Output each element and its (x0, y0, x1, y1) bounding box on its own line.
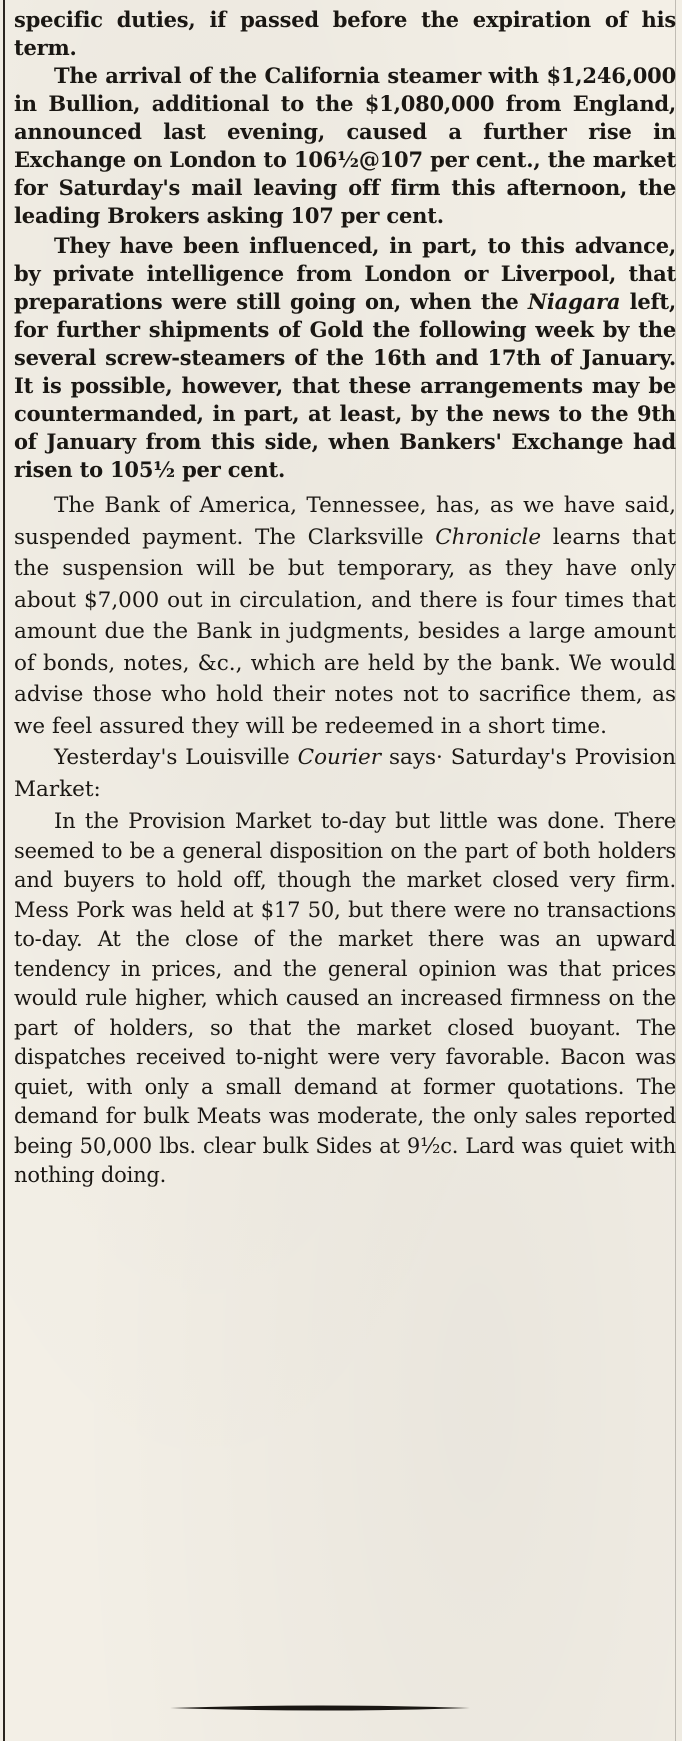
paragraph-gold-shipments (14, 232, 676, 484)
paragraph-provision-market: In the Provision Market to-day but little was done. There seemed to be a general disposition on the part of both holders and buyers to hold off, though the market closed very firm. Mess Pork was held at $17 50, but there were no transactions to-day. At the close of the market there was an upward tendency in prices, and the general opinion was that prices would rule higher, which caused an increased firmness on the part of holders, so that the market closed buoyant. The dispatches received to-night were very favorable. Bacon was quiet, with only a small demand at former quotations. The demand for bulk Meats was moderate, the only sales reported being 50,000 lbs. clear bulk Sides at 9½c. Lard was quiet with nothing doing. (14, 809, 676, 1187)
column-rule-left (3, 0, 5, 1741)
paragraph-bank-text-a: The Bank of America, Tennessee, has, as we have said, suspended payment. The Clarksville (14, 493, 676, 550)
ship-name-niagara: Niagara (527, 289, 621, 314)
paragraph-courier-text-a: Yesterday's Louisville (54, 745, 298, 770)
paragraph-courier-intro (14, 742, 676, 805)
paragraph-bullion-exchange: The arrival of the California steamer with $1,246,000 in Bullion, additional to the $1,080,000 from England, announced last evening, caused a further rise in Exchange on London to 106½@107 per cent., the market for Saturday's mail leaving off firm this afternoon, the leading Brokers asking 107 per cent. (14, 63, 676, 228)
paragraph-courier-text-b: says· Saturday's Provision Market: (14, 745, 676, 802)
paragraph-continuation: specific duties, if passed before the expiration of his term. (14, 7, 676, 60)
section-end-rule (170, 1704, 470, 1712)
newspaper-article (14, 6, 676, 1191)
newspaper-name-courier: Courier (297, 745, 382, 770)
newspaper-name-chronicle: Chronicle (435, 524, 542, 550)
paragraph-bank-text-b: learns that the suspension will be but temporary, as they have only about $7,000 out in circulation, and there is four times that amount due the Bank in judgments, besides a large amount of bonds, notes, &c., which are held by the bank. We would advise those who hold their notes not to sacrifice them, as we feel assured they will be redeemed in a short time. (14, 524, 676, 739)
paragraph-gold-shipments-text-a: They have been influenced, in part, to this advance, by private intelligence from London or Liverpool, that preparations were still going on, when the (14, 233, 676, 314)
paragraph-gold-shipments-text-b: left, for further shipments of Gold the following week by the several screw-steamers of the 16th and 17th of January. It is possible, however, that these arrangements may be countermanded, in part, at least, by the news to the 9th of January from this side, when Bankers' Exchange had risen to 105½ per cent. (14, 289, 676, 482)
paragraph-bank-of-america (14, 490, 676, 742)
